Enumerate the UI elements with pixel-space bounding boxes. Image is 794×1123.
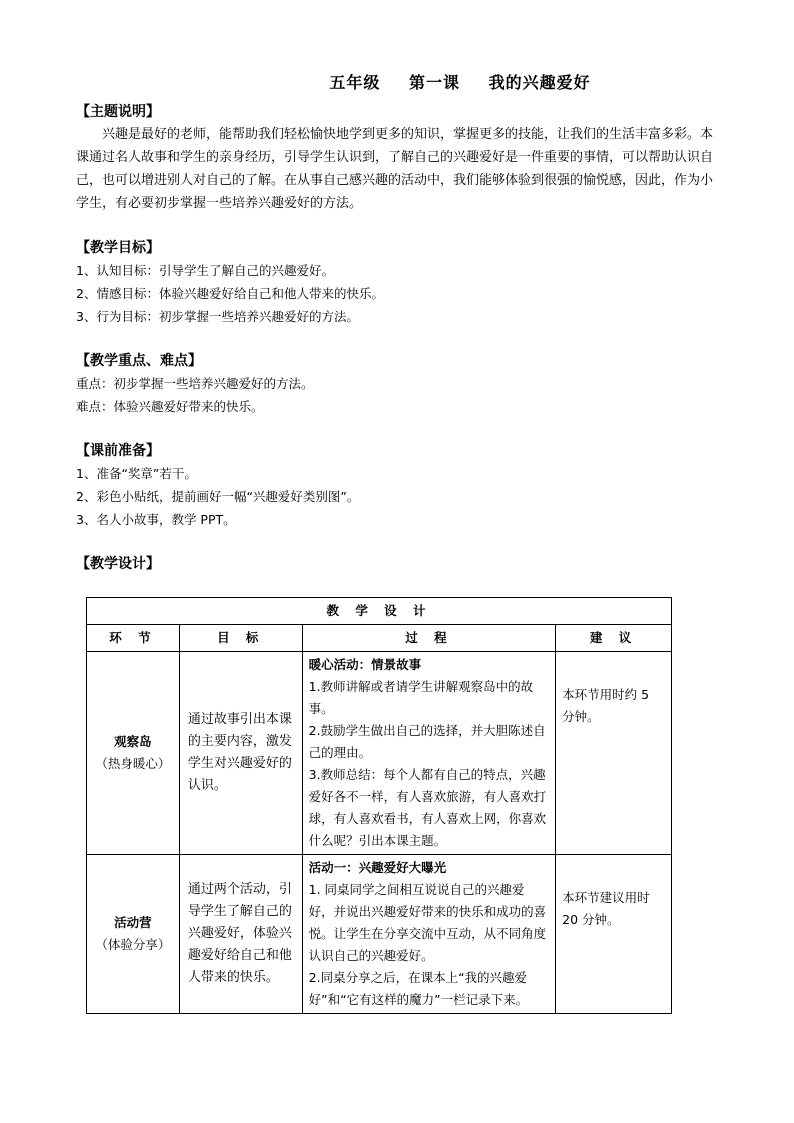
column-header-goal: 目 标: [179, 625, 302, 652]
lesson-title: [76, 70, 724, 93]
goal-cell: 通过故事引出本课的主要内容，激发学生对兴趣爱好的认识。: [179, 652, 302, 855]
goals-heading: 【教学目标】: [76, 240, 160, 256]
process-step: 2.鼓励学生做出自己的选择，并大胆陈述自己的理由。: [308, 723, 546, 760]
stage-subtitle: （热身暖心）: [95, 756, 171, 771]
goal-item: 2、情感目标：体验兴趣爱好给自己和他人带来的快乐。: [76, 286, 384, 301]
goal-item: 3、行为目标：初步掌握一些培养兴趣爱好的方法。: [76, 309, 359, 324]
prep-item: 3、名人小故事，教学 PPT。: [76, 512, 236, 527]
table-row: [87, 855, 672, 1014]
keypoint-item: 重点：初步掌握一些培养兴趣爱好的方法。: [76, 376, 314, 391]
title-topic: 我的兴趣爱好: [488, 73, 591, 92]
teaching-design-table: [86, 597, 672, 1014]
column-header-process: 过 程: [302, 625, 556, 652]
goal-cell: 通过两个活动，引导学生了解自己的兴趣爱好，体验兴趣爱好给自己和他人带来的快乐。: [179, 855, 302, 1014]
theme-text: 兴趣是最好的老师，能帮助我们轻松愉快地学到更多的知识，掌握更多的技能，让我们的生活丰富多彩。本课通过名人故事和学生的亲身经历，引导学生认识到，了解自己的兴趣爱好是一件重要的事情，可以帮助认识自己，也可以增进别人对自己的了解。在从事自己感兴趣的活动中，我们能够体验到很强的愉悦感，因此，作为小学生，有必要初步掌握一些培养兴趣爱好的方法。: [76, 127, 714, 211]
table-row: [87, 652, 672, 855]
prep-heading: 【课前准备】: [76, 443, 160, 459]
title-grade: 五年级: [329, 73, 381, 92]
stage-name: 活动营: [114, 915, 152, 930]
goal-item: 1、认知目标：引导学生了解自己的兴趣爱好。: [76, 263, 334, 278]
theme-heading: 【主题说明】: [76, 104, 160, 120]
design-heading: 【教学设计】: [76, 556, 160, 572]
keypoints-heading: 【教学重点、难点】: [76, 353, 202, 369]
advice-cell: 本环节用时约 5 分钟。: [556, 652, 672, 855]
table-header-row: [87, 625, 672, 652]
stage-cell: [87, 652, 180, 855]
table-caption: 教 学 设 计: [87, 598, 672, 625]
document-page: [76, 70, 724, 575]
process-step: 1. 同桌同学之间相互说说自己的兴趣爱好，并说出兴趣爱好带来的快乐和成功的喜悦。让学生在分享交流中互动，从不同角度认识自己的兴趣爱好。: [308, 882, 547, 963]
process-cell: [302, 855, 556, 1014]
process-step: 1.教师讲解或者请学生讲解观察岛中的故事。: [308, 679, 534, 716]
column-header-advice: 建 议: [556, 625, 672, 652]
process-step: 3.教师总结：每个人都有自己的特点，兴趣爱好各不一样，有人喜欢旅游，有人喜欢打球，有人喜欢看书，有人喜欢上网，你喜欢什么呢？引出本课主题。: [308, 767, 547, 848]
prep-item: 2、彩色小贴纸，提前画好一幅“兴趣爱好类别图”。: [76, 489, 360, 504]
stage-cell: [87, 855, 180, 1014]
title-lesson: 第一课: [408, 73, 460, 92]
advice-cell: 本环节建议用时 20 分钟。: [556, 855, 672, 1014]
column-header-stage: 环 节: [87, 625, 180, 652]
process-title: 活动一：兴趣爱好大曝光: [308, 860, 447, 875]
keypoint-item: 难点：体验兴趣爱好带来的快乐。: [76, 399, 264, 414]
process-title: 暖心活动：情景故事: [308, 657, 422, 672]
stage-subtitle: （体验分享）: [95, 937, 171, 952]
prep-item: 1、准备“奖章”若干。: [76, 466, 197, 481]
stage-name: 观察岛: [114, 734, 152, 749]
process-step: 2.同桌分享之后，在课本上“我的兴趣爱好”和“它有这样的魔力”一栏记录下来。: [308, 970, 529, 1007]
process-cell: [302, 652, 556, 855]
